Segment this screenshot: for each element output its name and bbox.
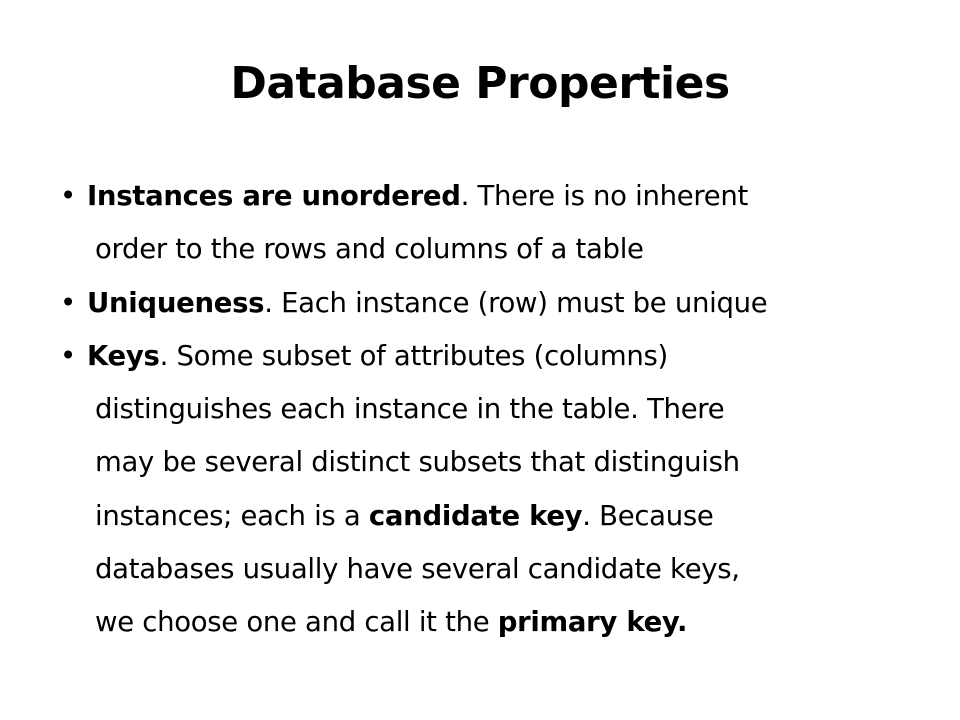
bullet-item-keys-cont-5: we choose one and call it the primary key.	[95, 606, 688, 639]
bullet-item-keys-cont-1: distinguishes each instance in the table. There	[95, 393, 725, 426]
term-uniqueness: Uniqueness	[87, 286, 265, 319]
bullet-icon: •	[60, 286, 76, 319]
bullet-item-uniqueness: • Uniqueness. Each instance (row) must be unique	[60, 277, 930, 330]
bullet-item-unordered-cont: order to the rows and columns of a table	[95, 233, 644, 266]
term-instances-unordered: Instances are unordered	[87, 180, 461, 212]
term-keys: Keys	[87, 339, 160, 372]
bullet-item-keys-cont-4: databases usually have several candidate keys,	[95, 553, 740, 586]
bullet-item-unordered: • Instances are unordered. There is no inherent	[60, 170, 930, 223]
bullet-icon: •	[60, 339, 76, 372]
term-primary-key: primary key.	[497, 606, 688, 639]
bullet-item-keys-cont-3: instances; each is a candidate key. Because	[95, 499, 714, 532]
slide-title: Database Properties	[230, 58, 730, 109]
slide-body	[60, 170, 930, 650]
bullet-icon: •	[60, 180, 76, 212]
term-candidate-key: candidate key	[368, 499, 583, 532]
bullet-item-keys: • Keys. Some subset of attributes (columns)	[60, 330, 930, 383]
bullet-item-keys-cont-2: may be several distinct subsets that distinguish	[95, 446, 740, 479]
